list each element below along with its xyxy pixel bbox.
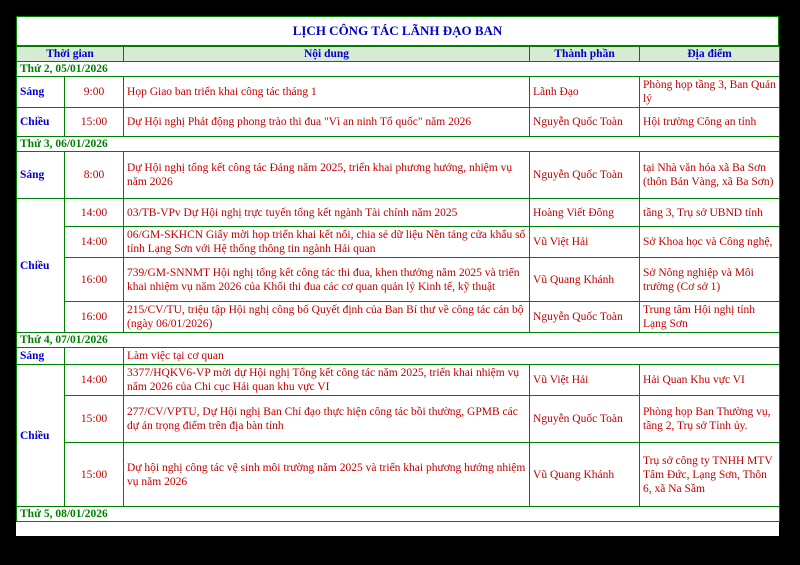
content-cell: 215/CV/TU, triệu tập Hội nghị công bố Quyết định của Ban Bí thư về công tác cán bộ (ngày 06/01/2026)	[124, 302, 530, 333]
participants-cell: Vũ Quang Khánh	[530, 443, 640, 507]
day-label: Thứ 4, 07/01/2026	[17, 333, 780, 348]
participants-cell: Lãnh Đạo	[530, 77, 640, 108]
content-cell: Dự Hội nghị tổng kết công tác Đảng năm 2025, triển khai phương hướng, nhiệm vụ năm 2026	[124, 152, 530, 199]
schedule-row	[17, 227, 780, 258]
time-cell: 15:00	[65, 396, 124, 443]
content-cell: Dự Hội nghị Phát động phong trào thi đua "Vì an ninh Tổ quốc" năm 2026	[124, 108, 530, 137]
participants-cell: Vũ Việt Hải	[530, 365, 640, 396]
content-cell: Họp Giao ban triển khai công tác tháng 1	[124, 77, 530, 108]
time-cell: 14:00	[65, 199, 124, 227]
participants-cell: Hoàng Viết Đông	[530, 199, 640, 227]
schedule-row	[17, 77, 780, 108]
location-cell: tại Nhà văn hóa xã Ba Sơn (thôn Bản Vàng, xã Ba Sơn)	[640, 152, 780, 199]
content-cell: 03/TB-VPv Dự Hội nghị trực tuyến tổng kết ngành Tài chính năm 2025	[124, 199, 530, 227]
location-cell: Sở Nông nghiệp và Môi trường (Cơ sở 1)	[640, 258, 780, 302]
location-cell: Hội trường Công an tỉnh	[640, 108, 780, 137]
schedule-row	[17, 443, 780, 507]
participants-cell: Nguyễn Quốc Toàn	[530, 152, 640, 199]
participants-cell: Vũ Quang Khánh	[530, 258, 640, 302]
participants-cell: Nguyễn Quốc Toàn	[530, 108, 640, 137]
session-label: Sáng	[17, 348, 65, 365]
session-label: Sáng	[17, 152, 65, 199]
content-cell: Dự hội nghị công tác vệ sinh môi trường năm 2025 và triển khai phương hướng nhiệm vụ năm 2026	[124, 443, 530, 507]
time-cell: 8:00	[65, 152, 124, 199]
schedule-row	[17, 348, 780, 365]
session-label: Chiều	[17, 199, 65, 333]
time-cell: 16:00	[65, 302, 124, 333]
location-cell: Trụ sở công ty TNHH MTV Tâm Đức, Lạng Sơn, Thôn 6, xã Na Sầm	[640, 443, 780, 507]
header-participants: Thành phần	[530, 47, 640, 62]
schedule-row	[17, 108, 780, 137]
location-cell: Hải Quan Khu vực VI	[640, 365, 780, 396]
schedule-row	[17, 199, 780, 227]
schedule-row	[17, 365, 780, 396]
location-cell: tầng 3, Trụ sở UBND tỉnh	[640, 199, 780, 227]
session-label: Sáng	[17, 77, 65, 108]
time-cell: 15:00	[65, 443, 124, 507]
header-location: Địa điểm	[640, 47, 780, 62]
content-cell: Làm việc tại cơ quan	[124, 348, 780, 365]
participants-cell: Nguyễn Quốc Toàn	[530, 302, 640, 333]
schedule-row	[17, 152, 780, 199]
day-row	[17, 62, 780, 77]
schedule-row	[17, 258, 780, 302]
time-cell: 16:00	[65, 258, 124, 302]
content-cell: 06/GM-SKHCN Giấy mời họp triển khai kết nối, chia sẻ dữ liệu Nền tảng cửa khẩu số tỉnh Lạng Sơn với Hệ thống thông tin ngành Hải quan	[124, 227, 530, 258]
day-row	[17, 333, 780, 348]
time-cell: 9:00	[65, 77, 124, 108]
day-label: Thứ 2, 05/01/2026	[17, 62, 780, 77]
header-content: Nội dung	[124, 47, 530, 62]
day-label: Thứ 5, 08/01/2026	[17, 507, 780, 522]
location-cell: Sở Khoa học và Công nghệ,	[640, 227, 780, 258]
time-cell	[65, 348, 124, 365]
participants-cell: Nguyễn Quốc Toàn	[530, 396, 640, 443]
location-cell: Phòng họp Ban Thường vụ, tầng 2, Trụ sở Tỉnh ủy.	[640, 396, 780, 443]
header-time: Thời gian	[17, 47, 124, 62]
schedule-sheet	[16, 16, 779, 536]
schedule-table	[16, 46, 780, 522]
header-row	[17, 47, 780, 62]
content-cell: 739/GM-SNNMT Hội nghị tổng kết công tác thi đua, khen thưởng năm 2025 và triển khai nhiệm vụ năm 2026 của Khối thi đua các cơ quan quản lý Kinh tế, kỹ thuật	[124, 258, 530, 302]
time-cell: 15:00	[65, 108, 124, 137]
page-title: LỊCH CÔNG TÁC LÃNH ĐẠO BAN	[16, 16, 779, 46]
participants-cell: Vũ Việt Hải	[530, 227, 640, 258]
location-cell: Trung tâm Hội nghị tỉnh Lạng Sơn	[640, 302, 780, 333]
schedule-row	[17, 396, 780, 443]
session-label: Chiều	[17, 108, 65, 137]
day-row	[17, 507, 780, 522]
content-cell: 3377/HQKV6-VP mời dự Hội nghị Tổng kết công tác năm 2025, triển khai nhiệm vụ năm 2026 của Chi cục Hải quan khu vực VI	[124, 365, 530, 396]
schedule-row	[17, 302, 780, 333]
day-row	[17, 137, 780, 152]
time-cell: 14:00	[65, 227, 124, 258]
day-label: Thứ 3, 06/01/2026	[17, 137, 780, 152]
schedule-body	[17, 62, 780, 522]
location-cell: Phòng họp tầng 3, Ban Quản lý	[640, 77, 780, 108]
session-label: Chiều	[17, 365, 65, 507]
content-cell: 277/CV/VPTU, Dự Hội nghị Ban Chỉ đạo thực hiện công tác bồi thường, GPMB các dự án trọng điểm trên địa bàn tỉnh	[124, 396, 530, 443]
time-cell: 14:00	[65, 365, 124, 396]
